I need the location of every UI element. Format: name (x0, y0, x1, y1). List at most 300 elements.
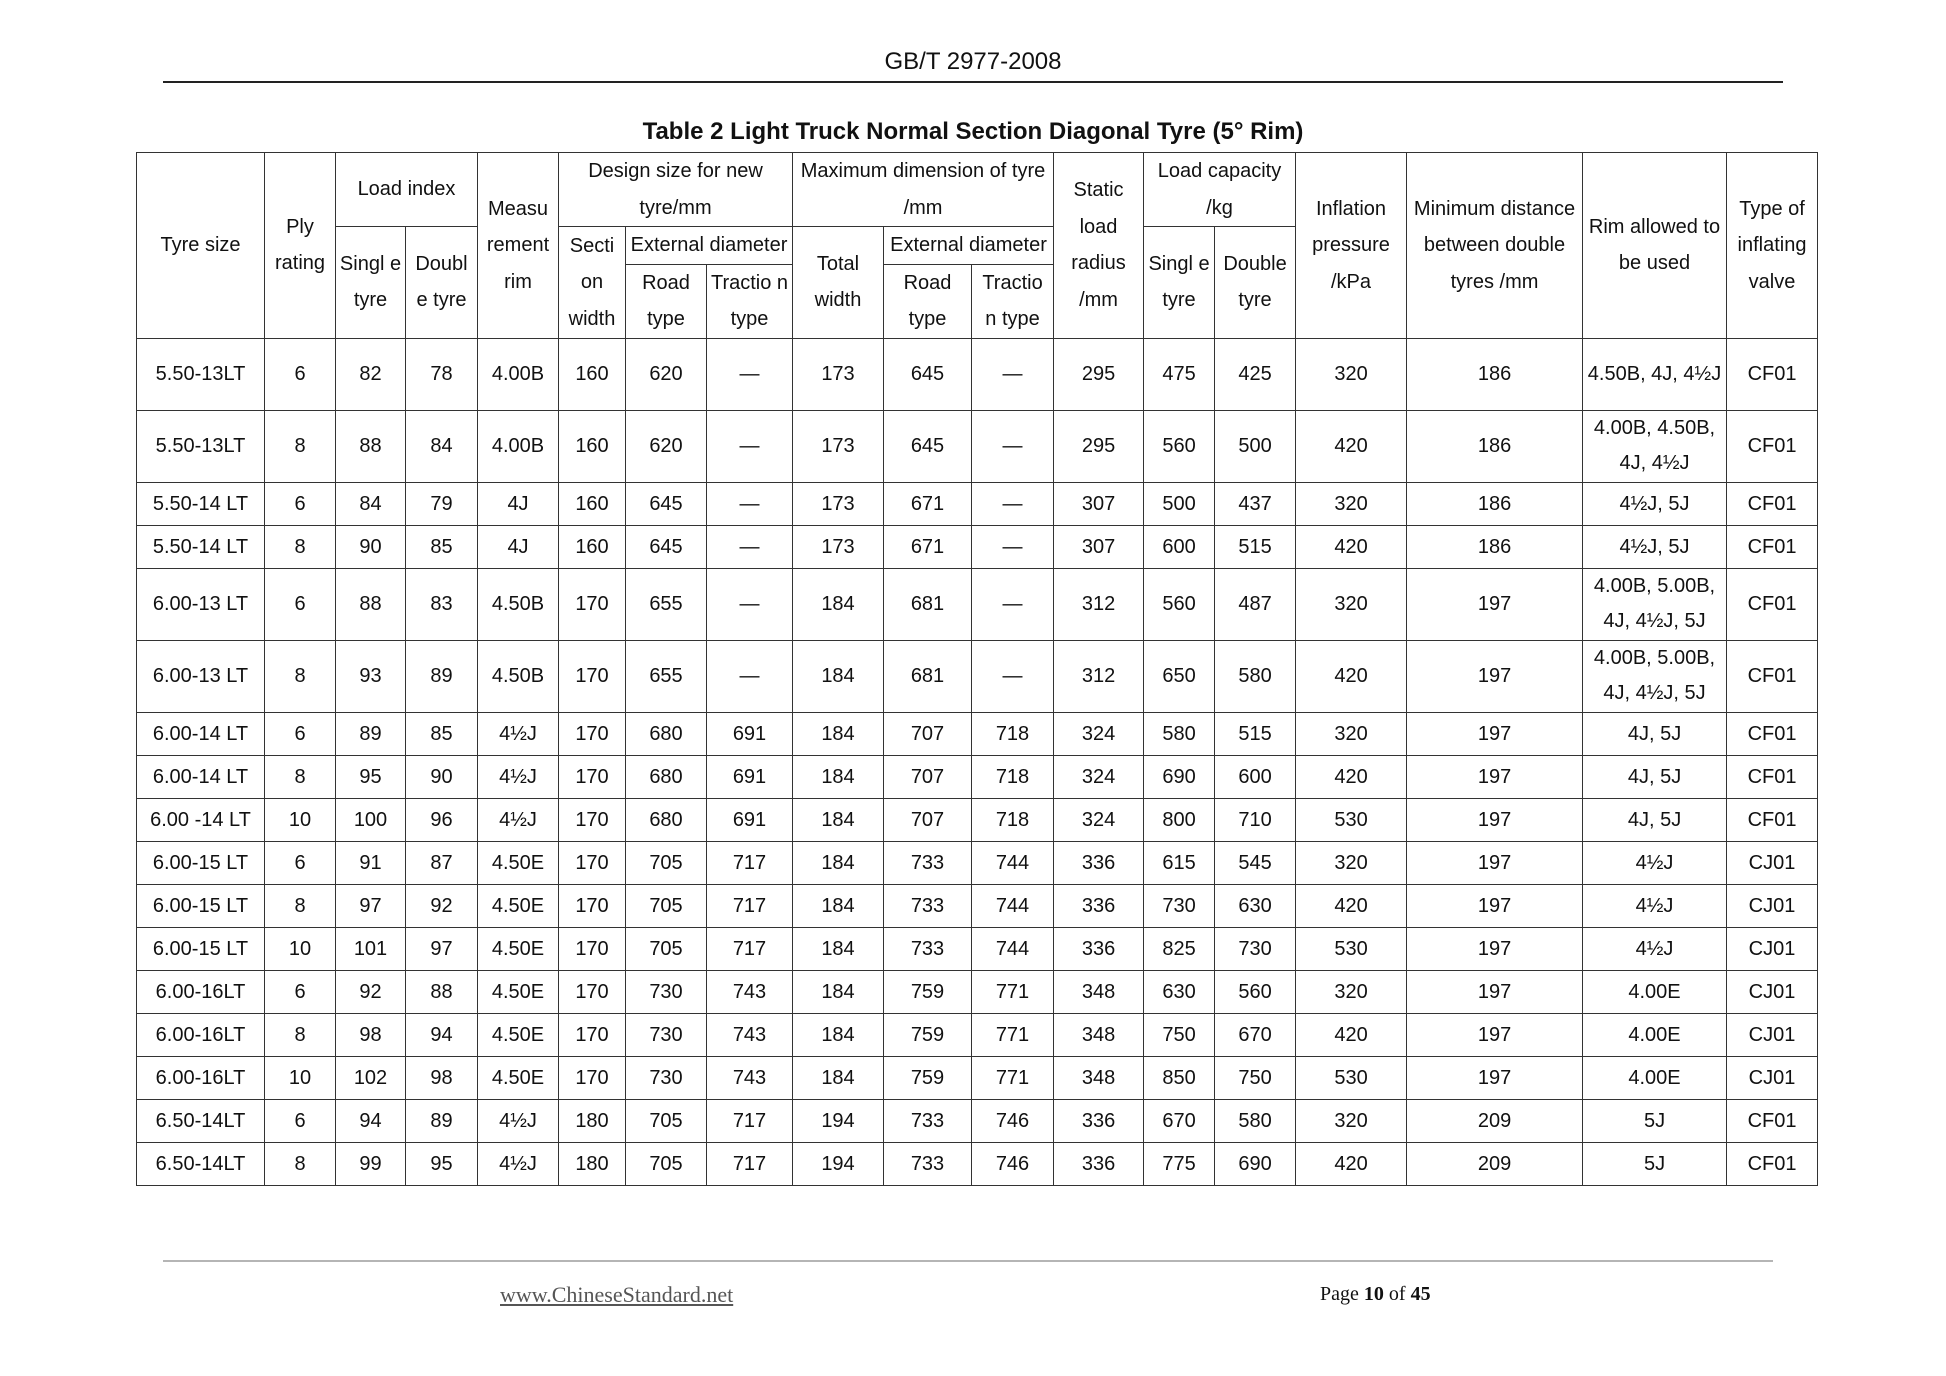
cell-rim-allowed: 4.00B, 5.00B, 4J, 4½J, 5J (1583, 640, 1727, 712)
cell-max-road-diameter: 671 (884, 482, 972, 525)
cell-ply-rating: 8 (265, 640, 336, 712)
cell-rim-allowed: 4.00B, 5.00B, 4J, 4½J, 5J (1583, 568, 1727, 640)
cell-ply-rating: 6 (265, 338, 336, 410)
cell-max-traction-diameter: 771 (972, 1056, 1054, 1099)
cell-load-capacity-double: 545 (1215, 841, 1296, 884)
cell-load-capacity-single: 650 (1144, 640, 1215, 712)
cell-total-width: 173 (793, 338, 884, 410)
cell-load-index-single: 89 (336, 712, 406, 755)
cell-design-road-diameter: 730 (626, 970, 707, 1013)
cell-max-traction-diameter: 718 (972, 712, 1054, 755)
cell-min-distance: 186 (1407, 338, 1583, 410)
cell-min-distance: 197 (1407, 970, 1583, 1013)
cell-max-traction-diameter: — (972, 482, 1054, 525)
cell-max-road-diameter: 681 (884, 568, 972, 640)
cell-inflation-pressure: 320 (1296, 568, 1407, 640)
cell-load-index-double: 85 (406, 712, 478, 755)
cell-measurement-rim: 4.00B (478, 338, 559, 410)
cell-inflation-pressure: 420 (1296, 525, 1407, 568)
cell-min-distance: 197 (1407, 1056, 1583, 1099)
cell-design-road-diameter: 705 (626, 884, 707, 927)
cell-rim-allowed: 5J (1583, 1142, 1727, 1185)
cell-load-index-single: 84 (336, 482, 406, 525)
table-row (137, 482, 1818, 525)
table-row (137, 1056, 1818, 1099)
cell-load-capacity-single: 775 (1144, 1142, 1215, 1185)
cell-load-capacity-double: 425 (1215, 338, 1296, 410)
cell-rim-allowed: 4½J (1583, 884, 1727, 927)
cell-max-road-diameter: 733 (884, 884, 972, 927)
cell-total-width: 194 (793, 1142, 884, 1185)
cell-load-index-double: 89 (406, 640, 478, 712)
cell-load-index-double: 78 (406, 338, 478, 410)
cell-rim-allowed: 4J, 5J (1583, 755, 1727, 798)
cell-ply-rating: 6 (265, 841, 336, 884)
cell-tyre-size: 6.50-14LT (137, 1142, 265, 1185)
cell-tyre-size: 6.00-16LT (137, 1013, 265, 1056)
cell-ply-rating: 8 (265, 755, 336, 798)
cell-load-capacity-single: 630 (1144, 970, 1215, 1013)
cell-static-load-radius: 295 (1054, 410, 1144, 482)
table-row (137, 338, 1818, 410)
cell-design-traction-diameter: 717 (707, 1099, 793, 1142)
cell-min-distance: 197 (1407, 712, 1583, 755)
cell-rim-allowed: 4.00B, 4.50B, 4J, 4½J (1583, 410, 1727, 482)
cell-valve-type: CF01 (1727, 482, 1818, 525)
header-design-road-type: Road type (626, 264, 707, 338)
cell-max-road-diameter: 645 (884, 338, 972, 410)
cell-tyre-size: 6.00-16LT (137, 1056, 265, 1099)
cell-design-traction-diameter: 691 (707, 798, 793, 841)
header-load-capacity-double: Double tyre (1215, 227, 1296, 339)
cell-min-distance: 197 (1407, 841, 1583, 884)
header-max-dimension: Maximum dimension of tyre /mm (793, 153, 1054, 227)
header-section-width: Secti on width (559, 227, 626, 339)
cell-load-index-single: 92 (336, 970, 406, 1013)
cell-ply-rating: 6 (265, 1099, 336, 1142)
cell-design-traction-diameter: 717 (707, 1142, 793, 1185)
cell-rim-allowed: 4½J, 5J (1583, 482, 1727, 525)
cell-tyre-size: 5.50-13LT (137, 338, 265, 410)
cell-min-distance: 197 (1407, 927, 1583, 970)
cell-valve-type: CJ01 (1727, 927, 1818, 970)
cell-design-road-diameter: 705 (626, 841, 707, 884)
cell-max-traction-diameter: 718 (972, 798, 1054, 841)
cell-rim-allowed: 4.50B, 4J, 4½J (1583, 338, 1727, 410)
cell-valve-type: CJ01 (1727, 884, 1818, 927)
cell-valve-type: CF01 (1727, 338, 1818, 410)
cell-tyre-size: 6.00-15 LT (137, 841, 265, 884)
cell-measurement-rim: 4½J (478, 798, 559, 841)
cell-load-capacity-single: 560 (1144, 410, 1215, 482)
cell-tyre-size: 6.00-15 LT (137, 884, 265, 927)
table-body (137, 338, 1818, 1185)
cell-valve-type: CF01 (1727, 712, 1818, 755)
cell-static-load-radius: 307 (1054, 525, 1144, 568)
cell-load-capacity-double: 750 (1215, 1056, 1296, 1099)
cell-measurement-rim: 4.50B (478, 640, 559, 712)
cell-ply-rating: 6 (265, 568, 336, 640)
table-row (137, 755, 1818, 798)
cell-tyre-size: 5.50-13LT (137, 410, 265, 482)
cell-ply-rating: 8 (265, 884, 336, 927)
cell-load-capacity-single: 475 (1144, 338, 1215, 410)
cell-design-road-diameter: 680 (626, 798, 707, 841)
cell-measurement-rim: 4½J (478, 1099, 559, 1142)
cell-load-capacity-single: 670 (1144, 1099, 1215, 1142)
cell-design-traction-diameter: 743 (707, 1056, 793, 1099)
cell-load-index-double: 83 (406, 568, 478, 640)
table-row (137, 712, 1818, 755)
cell-section-width: 180 (559, 1142, 626, 1185)
header-load-capacity: Load capacity /kg (1144, 153, 1296, 227)
cell-load-capacity-single: 615 (1144, 841, 1215, 884)
cell-load-index-double: 90 (406, 755, 478, 798)
cell-min-distance: 197 (1407, 798, 1583, 841)
table-row (137, 410, 1818, 482)
header-valve-type: Type of inflating valve (1727, 153, 1818, 339)
cell-ply-rating: 10 (265, 1056, 336, 1099)
cell-inflation-pressure: 530 (1296, 927, 1407, 970)
cell-total-width: 184 (793, 841, 884, 884)
cell-tyre-size: 6.50-14LT (137, 1099, 265, 1142)
cell-min-distance: 197 (1407, 884, 1583, 927)
cell-design-road-diameter: 655 (626, 568, 707, 640)
cell-valve-type: CJ01 (1727, 1013, 1818, 1056)
cell-inflation-pressure: 420 (1296, 1142, 1407, 1185)
cell-load-capacity-double: 690 (1215, 1142, 1296, 1185)
header-static-load-radius: Static load radius /mm (1054, 153, 1144, 339)
cell-valve-type: CF01 (1727, 640, 1818, 712)
cell-load-index-double: 97 (406, 927, 478, 970)
cell-section-width: 160 (559, 410, 626, 482)
header-ply-rating: Ply rating (265, 153, 336, 339)
cell-valve-type: CJ01 (1727, 970, 1818, 1013)
cell-rim-allowed: 4½J, 5J (1583, 525, 1727, 568)
cell-load-index-double: 87 (406, 841, 478, 884)
cell-design-traction-diameter: 691 (707, 755, 793, 798)
cell-measurement-rim: 4.00B (478, 410, 559, 482)
cell-valve-type: CF01 (1727, 1099, 1818, 1142)
cell-design-road-diameter: 730 (626, 1013, 707, 1056)
cell-section-width: 180 (559, 1099, 626, 1142)
header-total-width: Total width (793, 227, 884, 339)
header-design-traction-type: Tractio n type (707, 264, 793, 338)
cell-section-width: 170 (559, 640, 626, 712)
header-load-capacity-single: Singl e tyre (1144, 227, 1215, 339)
cell-total-width: 173 (793, 410, 884, 482)
cell-max-road-diameter: 759 (884, 1056, 972, 1099)
cell-load-capacity-single: 500 (1144, 482, 1215, 525)
cell-section-width: 170 (559, 884, 626, 927)
cell-measurement-rim: 4.50E (478, 927, 559, 970)
cell-design-road-diameter: 645 (626, 525, 707, 568)
page-number: Page 10 of 45 (1320, 1283, 1431, 1305)
cell-rim-allowed: 4.00E (1583, 1056, 1727, 1099)
cell-design-road-diameter: 705 (626, 927, 707, 970)
cell-total-width: 194 (793, 1099, 884, 1142)
cell-ply-rating: 8 (265, 1142, 336, 1185)
cell-valve-type: CF01 (1727, 410, 1818, 482)
cell-load-capacity-single: 580 (1144, 712, 1215, 755)
cell-max-traction-diameter: — (972, 338, 1054, 410)
cell-measurement-rim: 4J (478, 525, 559, 568)
cell-design-road-diameter: 730 (626, 1056, 707, 1099)
cell-design-road-diameter: 680 (626, 712, 707, 755)
cell-load-capacity-double: 487 (1215, 568, 1296, 640)
cell-max-road-diameter: 645 (884, 410, 972, 482)
cell-design-traction-diameter: 743 (707, 970, 793, 1013)
cell-ply-rating: 6 (265, 712, 336, 755)
cell-load-capacity-single: 800 (1144, 798, 1215, 841)
table-row (137, 1142, 1818, 1185)
cell-measurement-rim: 4.50E (478, 884, 559, 927)
cell-design-road-diameter: 620 (626, 338, 707, 410)
cell-load-capacity-single: 690 (1144, 755, 1215, 798)
cell-max-traction-diameter: 746 (972, 1099, 1054, 1142)
cell-max-road-diameter: 733 (884, 841, 972, 884)
cell-ply-rating: 6 (265, 970, 336, 1013)
table-row (137, 798, 1818, 841)
header-rim-allowed: Rim allowed to be used (1583, 153, 1727, 339)
table-row (137, 525, 1818, 568)
cell-max-traction-diameter: 744 (972, 884, 1054, 927)
current-page: 10 (1363, 1283, 1384, 1305)
cell-inflation-pressure: 420 (1296, 640, 1407, 712)
total-pages: 45 (1410, 1283, 1431, 1305)
tyre-spec-table (136, 152, 1818, 1186)
cell-load-index-double: 89 (406, 1099, 478, 1142)
cell-max-traction-diameter: — (972, 640, 1054, 712)
cell-measurement-rim: 4.50E (478, 841, 559, 884)
cell-min-distance: 186 (1407, 482, 1583, 525)
cell-section-width: 160 (559, 482, 626, 525)
cell-ply-rating: 10 (265, 798, 336, 841)
cell-static-load-radius: 348 (1054, 970, 1144, 1013)
cell-tyre-size: 6.00-13 LT (137, 568, 265, 640)
cell-design-road-diameter: 620 (626, 410, 707, 482)
cell-ply-rating: 8 (265, 1013, 336, 1056)
cell-min-distance: 197 (1407, 568, 1583, 640)
cell-ply-rating: 6 (265, 482, 336, 525)
cell-max-road-diameter: 707 (884, 712, 972, 755)
cell-load-index-single: 94 (336, 1099, 406, 1142)
header-design-size: Design size for new tyre/mm (559, 153, 793, 227)
cell-design-traction-diameter: 717 (707, 884, 793, 927)
cell-load-capacity-single: 600 (1144, 525, 1215, 568)
cell-max-traction-diameter: 771 (972, 970, 1054, 1013)
cell-static-load-radius: 312 (1054, 568, 1144, 640)
table-row (137, 640, 1818, 712)
cell-load-capacity-double: 515 (1215, 712, 1296, 755)
cell-load-index-double: 85 (406, 525, 478, 568)
cell-valve-type: CJ01 (1727, 841, 1818, 884)
cell-section-width: 170 (559, 1056, 626, 1099)
cell-static-load-radius: 336 (1054, 927, 1144, 970)
cell-valve-type: CF01 (1727, 1142, 1818, 1185)
cell-valve-type: CF01 (1727, 755, 1818, 798)
cell-load-capacity-single: 730 (1144, 884, 1215, 927)
cell-measurement-rim: 4J (478, 482, 559, 525)
cell-design-road-diameter: 680 (626, 755, 707, 798)
header-measurement-rim: Measu rement rim (478, 153, 559, 339)
header-max-road-type: Road type (884, 264, 972, 338)
header-load-index-double: Doubl e tyre (406, 227, 478, 339)
cell-inflation-pressure: 320 (1296, 970, 1407, 1013)
cell-rim-allowed: 4.00E (1583, 1013, 1727, 1056)
cell-max-traction-diameter: — (972, 525, 1054, 568)
cell-load-index-single: 91 (336, 841, 406, 884)
table-row (137, 1013, 1818, 1056)
cell-total-width: 184 (793, 568, 884, 640)
cell-section-width: 170 (559, 970, 626, 1013)
cell-load-capacity-single: 825 (1144, 927, 1215, 970)
table-row (137, 568, 1818, 640)
cell-static-load-radius: 324 (1054, 798, 1144, 841)
cell-rim-allowed: 5J (1583, 1099, 1727, 1142)
cell-max-road-diameter: 671 (884, 525, 972, 568)
cell-load-index-double: 79 (406, 482, 478, 525)
cell-max-road-diameter: 733 (884, 1142, 972, 1185)
cell-rim-allowed: 4J, 5J (1583, 712, 1727, 755)
cell-max-road-diameter: 707 (884, 755, 972, 798)
cell-load-index-single: 90 (336, 525, 406, 568)
cell-load-index-single: 97 (336, 884, 406, 927)
header-divider (163, 81, 1783, 83)
cell-tyre-size: 6.00-15 LT (137, 927, 265, 970)
table-row (137, 884, 1818, 927)
cell-tyre-size: 6.00-13 LT (137, 640, 265, 712)
cell-load-index-single: 101 (336, 927, 406, 970)
cell-load-index-single: 93 (336, 640, 406, 712)
cell-measurement-rim: 4½J (478, 755, 559, 798)
cell-static-load-radius: 324 (1054, 712, 1144, 755)
cell-section-width: 170 (559, 841, 626, 884)
cell-static-load-radius: 324 (1054, 755, 1144, 798)
cell-load-index-double: 84 (406, 410, 478, 482)
cell-tyre-size: 6.00-16LT (137, 970, 265, 1013)
cell-max-road-diameter: 733 (884, 927, 972, 970)
website-link[interactable]: www.ChineseStandard.net (500, 1282, 734, 1307)
cell-max-road-diameter: 733 (884, 1099, 972, 1142)
cell-design-traction-diameter: — (707, 410, 793, 482)
cell-load-index-single: 88 (336, 410, 406, 482)
cell-load-capacity-single: 560 (1144, 568, 1215, 640)
cell-static-load-radius: 348 (1054, 1056, 1144, 1099)
cell-max-traction-diameter: 771 (972, 1013, 1054, 1056)
cell-inflation-pressure: 320 (1296, 841, 1407, 884)
cell-inflation-pressure: 420 (1296, 1013, 1407, 1056)
table-row (137, 970, 1818, 1013)
cell-static-load-radius: 336 (1054, 1099, 1144, 1142)
cell-min-distance: 186 (1407, 410, 1583, 482)
cell-section-width: 170 (559, 755, 626, 798)
cell-load-index-single: 100 (336, 798, 406, 841)
cell-load-capacity-single: 850 (1144, 1056, 1215, 1099)
cell-total-width: 184 (793, 712, 884, 755)
cell-total-width: 184 (793, 1013, 884, 1056)
header-tyre-size: Tyre size (137, 153, 265, 339)
cell-load-capacity-double: 710 (1215, 798, 1296, 841)
header-design-external-diameter: External diameter (626, 227, 793, 265)
cell-load-index-double: 92 (406, 884, 478, 927)
cell-min-distance: 209 (1407, 1099, 1583, 1142)
cell-max-traction-diameter: 744 (972, 927, 1054, 970)
cell-rim-allowed: 4½J (1583, 927, 1727, 970)
cell-load-index-double: 95 (406, 1142, 478, 1185)
cell-inflation-pressure: 530 (1296, 1056, 1407, 1099)
cell-load-index-double: 96 (406, 798, 478, 841)
cell-measurement-rim: 4.50E (478, 970, 559, 1013)
cell-measurement-rim: 4½J (478, 1142, 559, 1185)
cell-min-distance: 197 (1407, 1013, 1583, 1056)
cell-max-road-diameter: 759 (884, 1013, 972, 1056)
cell-total-width: 184 (793, 798, 884, 841)
cell-load-capacity-double: 515 (1215, 525, 1296, 568)
cell-load-index-single: 88 (336, 568, 406, 640)
cell-static-load-radius: 348 (1054, 1013, 1144, 1056)
cell-rim-allowed: 4½J (1583, 841, 1727, 884)
cell-measurement-rim: 4.50E (478, 1013, 559, 1056)
cell-total-width: 184 (793, 640, 884, 712)
document-header: GB/T 2977-2008 (884, 48, 1062, 75)
cell-load-capacity-single: 750 (1144, 1013, 1215, 1056)
cell-measurement-rim: 4½J (478, 712, 559, 755)
cell-ply-rating: 8 (265, 525, 336, 568)
cell-valve-type: CF01 (1727, 525, 1818, 568)
cell-total-width: 173 (793, 482, 884, 525)
cell-max-road-diameter: 707 (884, 798, 972, 841)
cell-load-capacity-double: 580 (1215, 1099, 1296, 1142)
cell-valve-type: CJ01 (1727, 1056, 1818, 1099)
cell-total-width: 184 (793, 970, 884, 1013)
header-max-traction-type: Tractio n type (972, 264, 1054, 338)
cell-section-width: 160 (559, 338, 626, 410)
cell-load-index-single: 98 (336, 1013, 406, 1056)
cell-load-capacity-double: 580 (1215, 640, 1296, 712)
cell-min-distance: 186 (1407, 525, 1583, 568)
cell-rim-allowed: 4.00E (1583, 970, 1727, 1013)
cell-section-width: 170 (559, 1013, 626, 1056)
cell-valve-type: CF01 (1727, 798, 1818, 841)
cell-load-index-single: 99 (336, 1142, 406, 1185)
cell-max-traction-diameter: 744 (972, 841, 1054, 884)
cell-load-index-double: 94 (406, 1013, 478, 1056)
cell-section-width: 170 (559, 568, 626, 640)
cell-max-traction-diameter: — (972, 568, 1054, 640)
cell-load-index-single: 102 (336, 1056, 406, 1099)
cell-static-load-radius: 307 (1054, 482, 1144, 525)
cell-measurement-rim: 4.50B (478, 568, 559, 640)
cell-section-width: 170 (559, 927, 626, 970)
header-min-distance: Minimum distance between double tyres /mm (1407, 153, 1583, 339)
cell-measurement-rim: 4.50E (478, 1056, 559, 1099)
cell-load-index-single: 82 (336, 338, 406, 410)
cell-inflation-pressure: 320 (1296, 482, 1407, 525)
cell-static-load-radius: 336 (1054, 884, 1144, 927)
table-row (137, 841, 1818, 884)
table-row (137, 927, 1818, 970)
cell-load-capacity-double: 437 (1215, 482, 1296, 525)
cell-rim-allowed: 4J, 5J (1583, 798, 1727, 841)
cell-min-distance: 197 (1407, 755, 1583, 798)
cell-max-road-diameter: 759 (884, 970, 972, 1013)
cell-max-road-diameter: 681 (884, 640, 972, 712)
cell-total-width: 184 (793, 927, 884, 970)
cell-tyre-size: 5.50-14 LT (137, 525, 265, 568)
cell-load-capacity-double: 560 (1215, 970, 1296, 1013)
cell-load-capacity-double: 600 (1215, 755, 1296, 798)
